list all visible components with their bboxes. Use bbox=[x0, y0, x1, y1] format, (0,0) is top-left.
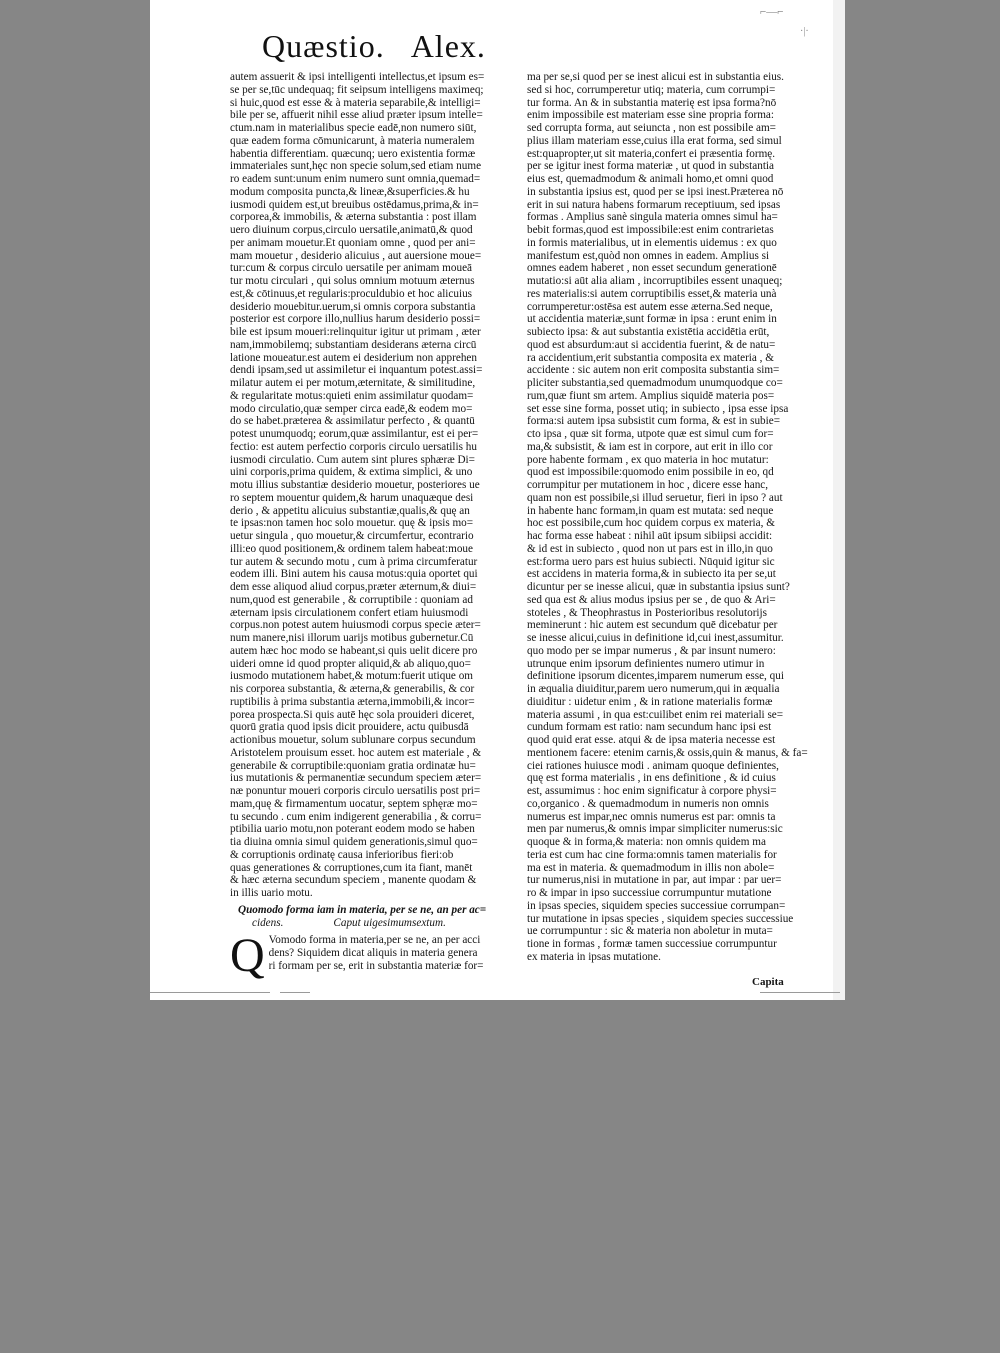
text-line: do se habet.præterea & assimilatur perfecto , & quantū bbox=[230, 415, 475, 428]
text-line: sed qua est & alius modus ipsius per se , de quo & Ari= bbox=[527, 593, 776, 606]
text-line: milatur autem ei per motum,æternitate, & similitudine, bbox=[230, 377, 476, 389]
text-line: ut accidentia materiæ,sunt formæ in ipsa : erunt enim in bbox=[527, 313, 777, 326]
text-line: latione moueatur.est autem ei desiderium non apprehen bbox=[230, 351, 477, 364]
text-line: quod est impossibile:quomodo enim possibile in eo, qd bbox=[527, 466, 774, 479]
chapter-opening bbox=[230, 929, 512, 983]
text-line: ruptibilis à prima substantia æterna,immobili,& incor= bbox=[230, 695, 475, 708]
text-line: plius illam materiam esse,cuius illa erat forma, sed simul bbox=[527, 134, 782, 147]
text-line: formas . Amplius sanè singula materia omnes simul ha= bbox=[527, 211, 778, 224]
text-line: quod quid erat esse. atqui & de ipsa materia necesse est bbox=[527, 734, 776, 746]
scan-mark-small: ·|· bbox=[800, 26, 809, 37]
text-line: tur forma. An & in substantia materię est ipsa forma?nō bbox=[527, 96, 777, 109]
text-line: ro eadem sunt:unum enim numero sunt omnia,quemad= bbox=[230, 173, 481, 185]
text-line: dendi ipsam,sed ut assimiletur ei inquantum potest.assi= bbox=[230, 364, 483, 377]
text-line: forma:si autem ipsa subsistit cum forma, & est in subie= bbox=[527, 415, 781, 428]
text-line: num,quod est generabile , & corruptibile : quoniam ad bbox=[230, 593, 473, 606]
text-line: per se igitur inest forma materiæ , ut quod in substantia bbox=[527, 160, 775, 173]
text-line: materia assumi , in qua est:cuilibet enim rei materiali se= bbox=[527, 708, 784, 721]
text-line: immateriales sunt,hęc non specie solum,sed etiam nume bbox=[230, 160, 482, 173]
text-line: quo modo per se impar numerus , & par insunt numero: bbox=[527, 644, 776, 657]
text-line: & hæc æterna secundum speciem , manente quodam & bbox=[230, 874, 477, 887]
text-line: derio , & appetitu alicuius substantiæ,qualis,& quę an bbox=[230, 504, 470, 517]
text-line: nis corporea substantia, & æterna,& generabilis, & cor bbox=[230, 683, 475, 695]
text-line: rum,quæ fiunt sm artem. Amplius siquidē materia pos= bbox=[527, 389, 775, 402]
text-line: ri formam per se, erit in substantia materiæ for= bbox=[268, 959, 484, 972]
running-header bbox=[262, 28, 662, 65]
text-line: tur mutatione in ipsas species , siquidem species successiue bbox=[527, 912, 794, 925]
text-line: in substantia ipsius est, quod per se ipsi inest.Præterea nō bbox=[527, 185, 784, 198]
text-line: uini corporis,prima quidem, & extima simplici, & uno bbox=[230, 466, 473, 479]
text-line: fectio: est autem perfectio corporis circulo uersatilis hu bbox=[230, 440, 477, 453]
text-line: iusmodi circulatio. Cum autem sint plures sphæræ Di= bbox=[230, 453, 475, 466]
text-line: omnes eadem haberet , non esset secundum generationē bbox=[527, 262, 777, 275]
text-line: in æqualia diuiditur,parem uero numerum,qui in æqualia bbox=[527, 683, 780, 695]
text-line: Aristotelem prouisum esset. hoc autem est materiale , & bbox=[230, 746, 482, 759]
text-line: ue corrumpuntur : sic & materia non aboletur in muta= bbox=[527, 925, 773, 938]
text-line: est, assumimus : hoc enim significatur à corpore physi= bbox=[527, 785, 777, 797]
text-line: accidente : sic autem non erit composita substantia sim= bbox=[527, 364, 780, 377]
text-line: est accidens in materia forma,& in subiecto ita per se,ut bbox=[527, 568, 776, 581]
text-line: sed corrupta forma, aut seiuncta , non est possibile am= bbox=[527, 122, 776, 134]
text-line: bile est ipsum moueri:relinquitur igitur ut primam , æter bbox=[230, 326, 481, 338]
text-line: tu secundo . cum enim indigerent generabilia , & corru= bbox=[230, 810, 482, 823]
text-line: corpus.non potest autem huiusmodi corpus specie æter= bbox=[230, 619, 481, 632]
text-line: æternam ipsis circulationem confert etiam huiusmodi bbox=[230, 606, 469, 619]
text-line: quæ eadem forma cōmunicarunt, à materia numeralem bbox=[230, 134, 475, 147]
text-line: in habente hanc formam,in quam est mutata: sed neque bbox=[527, 504, 774, 517]
text-line: per animam mouetur.Et quoniam omne , quod per ani= bbox=[230, 236, 476, 249]
text-line: næ ponuntur moueri corporis circulo uersatilis post pri= bbox=[230, 785, 481, 797]
header-word-alex: Alex. bbox=[410, 28, 486, 64]
text-line: & id est in subiecto , quod non ut pars est in illo,in quo bbox=[527, 542, 773, 555]
text-line: sed si hoc, corrumperetur utiq; materia, cum corrumpi= bbox=[527, 83, 776, 96]
text-line: modo circulatio,quæ semper circa eadē,& eodem mo= bbox=[230, 402, 473, 415]
chapter-title-continued: cidens. bbox=[252, 916, 284, 929]
text-line: eius est, quemadmodum & animali homo,et omni quod bbox=[527, 173, 774, 185]
text-line: habentia differentiam. quæcunq; uero existentia formæ bbox=[230, 147, 476, 160]
text-line: uideri omne id quod propter aliquid,& ab aliquo,quo= bbox=[230, 657, 471, 670]
text-line: dens? Siquidem dicat aliquis in materia genera bbox=[268, 947, 478, 959]
text-line: tur numerus,nisi in mutatione in par, aut impar : par uer= bbox=[527, 874, 782, 887]
scan-edge bbox=[833, 0, 845, 1000]
catchword: Capita bbox=[752, 976, 784, 988]
text-line: ex materia in ipsas mutatione. bbox=[527, 950, 661, 963]
text-line: Vomodo forma in materia,per se ne, an per acci bbox=[268, 934, 481, 947]
text-line: est:forma uero pars est huius subiecti. Nūquid igitur sic bbox=[527, 555, 775, 568]
bottom-rule-right bbox=[760, 992, 840, 993]
text-line: num manere,nisi illorum uarijs motibus gubernetur.Cū bbox=[230, 632, 474, 644]
text-line: co,organico . & quemadmodum in numeris non omnis bbox=[527, 797, 769, 810]
text-line: ro & impar in ipso successiue corrumpuntur mutatione bbox=[527, 887, 772, 899]
text-line: hoc est possibile,cum hoc quidem corpus ex materia, & bbox=[527, 517, 775, 530]
text-line: ro septem mouentur quidem,& harum unaquæque desi bbox=[230, 491, 474, 504]
text-line: dicuntur per se inesse alicui, quæ in substantia ipsius sunt? bbox=[527, 581, 790, 593]
text-line: te ipsas:non tamen hoc solo mouetur. quę & ipsis mo= bbox=[230, 517, 474, 530]
text-line: teria est cum hac cine forma:omnis tamen materialis for bbox=[527, 848, 777, 861]
text-line: corrumpitur per mutationem in hoc , dicere esse hanc, bbox=[527, 479, 769, 491]
text-line: est:quapropter,ut sit materia,confert ei præsentia formę. bbox=[527, 147, 776, 160]
text-line: ma per se,si quod per se inest alicui est in substantia eius. bbox=[527, 71, 784, 83]
text-line: men par numerus,& omnis impar simpliciter numerus:sic bbox=[527, 823, 783, 836]
text-line: enim impossibile est materiam esse sine propria forma: bbox=[527, 109, 774, 122]
text-line: quorū gratia quod ipsis dicit prouidere, actu quibusdā bbox=[230, 721, 469, 734]
text-line: uetur singula , quo mouetur,& circumfertur, econtrario bbox=[230, 530, 474, 542]
text-line: desiderio mouebitur.uerum,si omnis corpora substantia bbox=[230, 300, 476, 313]
text-line: diuiditur : uidetur enim , & in ratione materialis formæ bbox=[527, 695, 773, 708]
text-line: quoque & in forma,& materia: non omnis quidem ma bbox=[527, 836, 766, 848]
text-line: numerus est impar,nec omnis numerus est par: omnis ta bbox=[527, 810, 776, 823]
header-word-questio: Quæstio. bbox=[262, 28, 385, 64]
scan-mark: ⌐—⌐ bbox=[760, 6, 784, 18]
text-line: meminerunt : hic autem est secundum quē dicebatur per bbox=[527, 619, 778, 632]
text-line: actionibus mouetur, solum sublunare corpus secundum bbox=[230, 734, 476, 746]
text-line: autem hæc hoc modo se habeant,si quis uelit dicere pro bbox=[230, 644, 478, 657]
text-line: ctum.nam in materialibus specie eadē,non numero siūt, bbox=[230, 122, 477, 134]
text-line: mam,quę & firmamentum uocatur, septem sphęræ mo= bbox=[230, 797, 478, 810]
text-line: definitione ipsorum dicentes,imparem numerum esse, qui bbox=[527, 670, 784, 683]
text-line: uero diuinum corpus,circulo uersatile,animatū,& quod bbox=[230, 224, 473, 236]
text-line: & regularitate motus:quieti enim assimilatur quodam= bbox=[230, 389, 474, 402]
text-line: bile per se, affuerit nihil esse aliud præter ipsum intelle= bbox=[230, 109, 483, 122]
text-line: in illis uario motu. bbox=[230, 887, 313, 899]
text-line: pliciter substantia,sed quemadmodum unumquodque co= bbox=[527, 377, 783, 389]
text-line: eodem illi. Bini autem his causa motus:quia oportet qui bbox=[230, 568, 478, 581]
text-line: quod est absurdum:aut si accidentia fuerint, & de natu= bbox=[527, 338, 776, 351]
text-line: corporea,& immobilis, & æterna substantia : post illam bbox=[230, 211, 477, 224]
text-line: se inesse alicui,cuius in definitione id,cui inest,assumitur. bbox=[527, 632, 784, 644]
text-line: si huic,quod est esse & à materia separabile,& intelligi= bbox=[230, 96, 481, 109]
text-line: tia diuina omnia simul quidem generationis,simul quo= bbox=[230, 836, 478, 848]
text-line: bebit formas,quod est impossibile:est enim contrarietas bbox=[527, 224, 774, 236]
text-line: ius mutationis & permanentiæ secundum speciem æter= bbox=[230, 772, 482, 785]
chapter-title: Quomodo forma iam in materia, per se ne, an per ac= bbox=[238, 903, 487, 916]
text-line: ciei rationes huiusce modi . animam quoque definientes, bbox=[527, 759, 779, 772]
left-column bbox=[230, 71, 512, 983]
drop-cap: Q bbox=[230, 929, 265, 983]
text-line: est,& cōtinuus,et regularis:proculdubio et hoc alicuius bbox=[230, 287, 473, 300]
text-line: illi:eo quod positionem,& ordinem talem habeat:moue bbox=[230, 542, 473, 555]
text-line: cto ipsa , quæ sit forma, utpote quæ est simul cum for= bbox=[527, 428, 774, 440]
text-line: mam mouetur , desiderio alicuius , aut auersione moue= bbox=[230, 249, 482, 262]
text-line: modum composita puncta,& lineæ,&superficies.& hu bbox=[230, 185, 470, 198]
text-line: in formis materialibus, ut in elementis uidemus : ex quo bbox=[527, 236, 777, 249]
bottom-rule-left bbox=[150, 992, 270, 993]
text-line: set esse sine forma, posset utiq; in subiecto , ipsa esse ipsa bbox=[527, 402, 789, 415]
text-line: motu illius substantiæ desiderio mouetur, posteriores ue bbox=[230, 479, 480, 491]
text-line: hac forma esse habeat : nihil aūt ipsum sibiipsi accidit: bbox=[527, 530, 773, 542]
text-line: potest unumquodq; eorum,quæ assimilantur, est ei per= bbox=[230, 428, 479, 440]
text-line: quę est forma materialis , in ens definitione , & id cuius bbox=[527, 772, 776, 785]
right-column bbox=[527, 71, 819, 964]
text-line: cundum formam est ratio: nam secundum hanc ipsi est bbox=[527, 721, 772, 734]
text-line: porea prospecta.Si quis autē hęc sola prouideri diceret, bbox=[230, 708, 475, 721]
text-line: dem esse aliquod aliud corpus,præter æternum,& diui= bbox=[230, 581, 477, 593]
text-line: mentionem facere: etenim carnis,& ossis,quin & manus, & fa= bbox=[527, 746, 808, 759]
text-line: iusmodo mutationem habet,& motum:fuerit utique om bbox=[230, 670, 473, 683]
chapter-label: Caput uigesimumsextum. bbox=[333, 916, 446, 929]
text-line: ptibilia uario motu,non poterant eodem modo se haben bbox=[230, 823, 475, 836]
text-line: corrumperetur:ostēsa est autem esse æterna.Sed neque, bbox=[527, 300, 773, 313]
text-line: autem assuerit & ipsi intelligenti intellectus,et ipsum es= bbox=[230, 71, 485, 83]
text-line: erit in sui natura habens formarum receptiuum, sed ipsas bbox=[527, 198, 781, 211]
text-line: res materialis:si autem corruptibilis esset,& materia unà bbox=[527, 287, 777, 300]
text-line: generabile & corruptibile:quoniam gratia ordinatæ hu= bbox=[230, 759, 476, 772]
text-line: ma est in materia. & quemadmodum in illis non abole= bbox=[527, 861, 775, 874]
text-line: tur autem & secundo motu , cum à prima circumferatur bbox=[230, 555, 478, 568]
text-line: nam,immobilemq; substantiam desiderans æterna circū bbox=[230, 338, 477, 351]
text-line: quas generationes & corruptiones,cum ita fiant, manēt bbox=[230, 861, 473, 874]
text-line: quam non est possibile,si illud seruetur, fieri in ipso ? aut bbox=[527, 491, 783, 504]
text-line: subiecto ipsa: & aut substantia existētia accidētia erūt, bbox=[527, 326, 770, 338]
text-line: mutatio:si aūt alia aliam , incorruptibiles essent unaqueq; bbox=[527, 275, 783, 287]
chapter-heading bbox=[230, 917, 512, 930]
text-line: stoteles , & Theophrastus in Posterioribus resolutorijs bbox=[527, 606, 767, 619]
bottom-rule-mid bbox=[280, 992, 310, 993]
text-line: pore habente formam , ex quo materia in hoc mutatur: bbox=[527, 453, 769, 466]
text-line: se per se,tūc undequaq; fit seipsum intelligens maximeq; bbox=[230, 83, 484, 96]
text-line: ra accidentium,erit substantia composita ex materia , & bbox=[527, 351, 774, 364]
text-line: & corruptionis ordinatę causa inferioribus fieri:ob bbox=[230, 848, 454, 861]
text-line: ma,& subsistit, & iam est in corpore, aut erit in illo cor bbox=[527, 440, 773, 453]
text-line: manifestum est,quòd non omnes in eadem. Amplius si bbox=[527, 249, 770, 262]
text-line: tione in formas , formæ tamen successiue corrumpuntur bbox=[527, 938, 777, 950]
text-line: iusmodi quidem est,ut breuibus ostēdamus,prima,& in= bbox=[230, 198, 479, 211]
text-line: tur motu circulari , qui solus omnium motuum æternus bbox=[230, 275, 475, 287]
text-line: tur:cum & corpus circulo uersatile per animam moueā bbox=[230, 262, 473, 275]
text-line: utrunque enim ipsorum definientes numero utimur in bbox=[527, 657, 765, 670]
text-line: posterior est corpore illo,nullius harum desiderio possi= bbox=[230, 313, 481, 326]
text-line: in ipsas species, siquidem species successiue corrumpan= bbox=[527, 899, 786, 912]
